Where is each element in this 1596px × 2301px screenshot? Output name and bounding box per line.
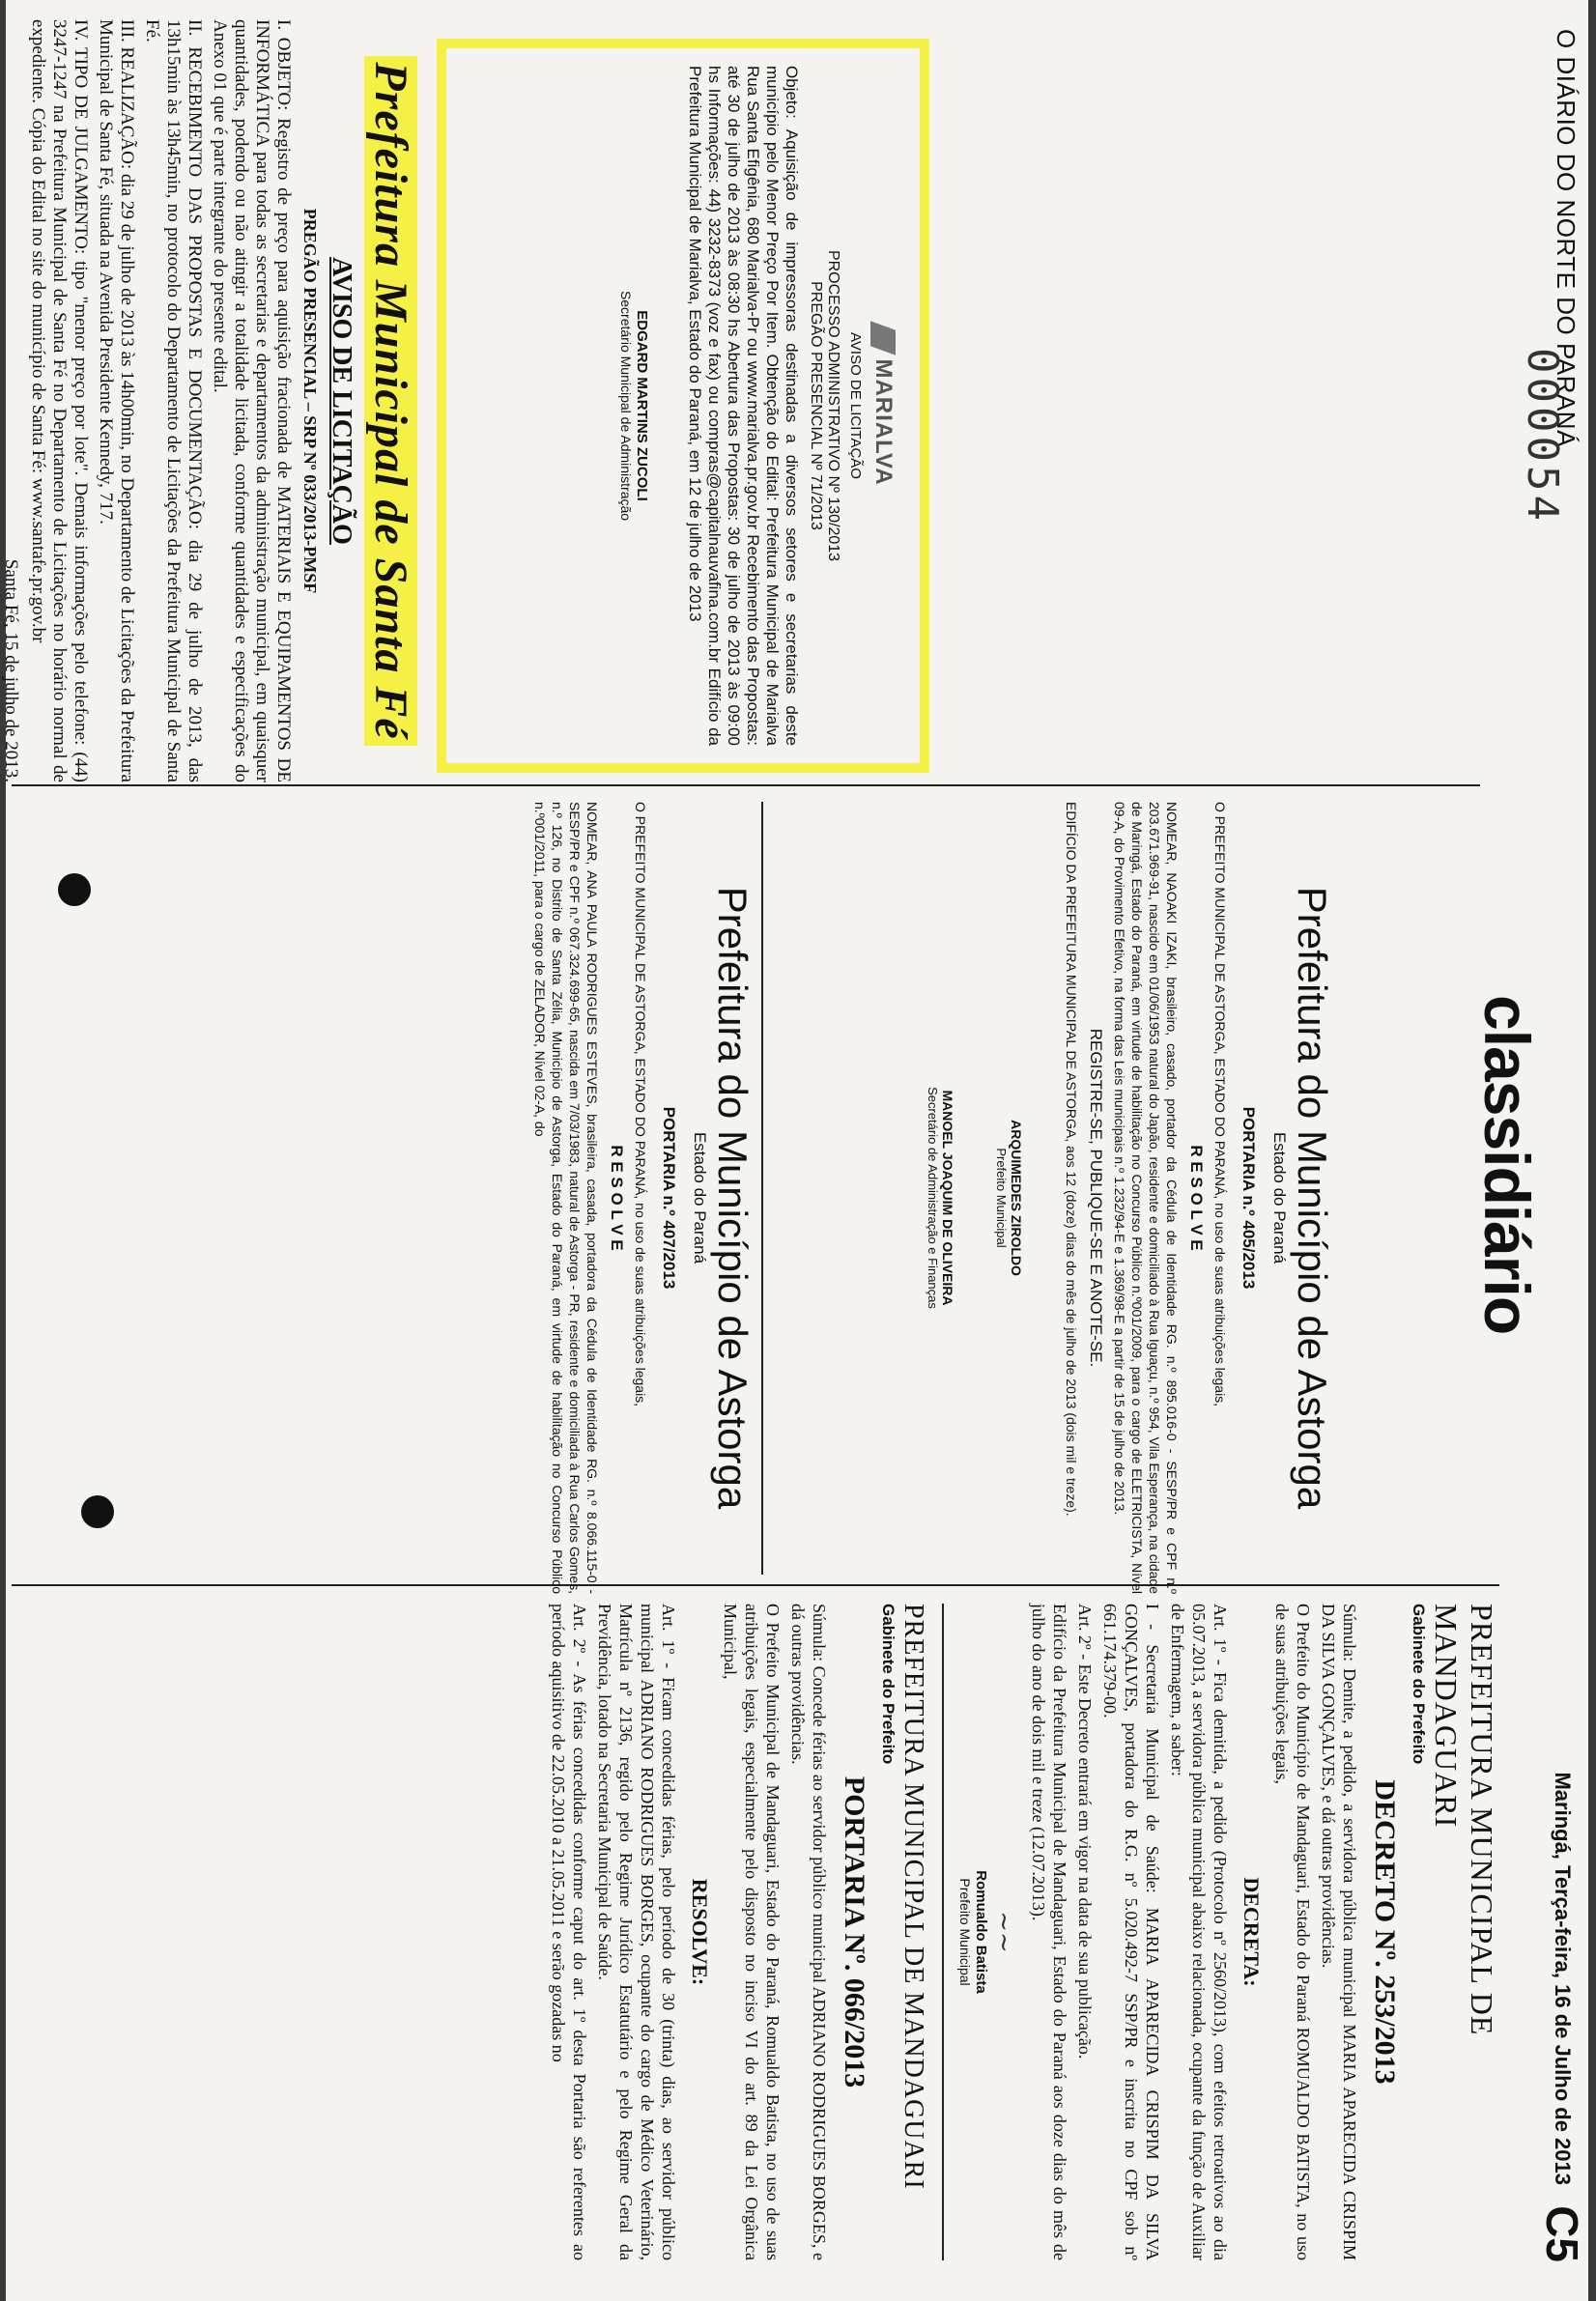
decreto-intro: O Prefeito do Município de Mandaguari, Estado do Paraná ROMUALDO BATISTA, no uso de suas atribuições legais, (1272, 1604, 1313, 2260)
santa-fe-date: Santa Fé, 15 de julho de 2013. (1, 558, 21, 782)
astorga-resolve: R E S O L V E (1187, 1145, 1206, 1251)
astorga-portaria: PORTARIA n.º 405/2013 (1240, 1106, 1258, 1290)
decreta-heading: DECRETA: (1240, 1877, 1264, 1987)
page-code: C5 (1537, 2205, 1587, 2262)
astorga-resolve: R E S O L V E (608, 1145, 626, 1251)
decreto-title: DECRETO Nº. 253/2013 (1369, 1779, 1401, 2085)
astorga-signer-1: ARQUIMEDES ZIROLDO (1009, 1120, 1024, 1276)
santa-fe-paragraph: IV. TIPO DE JULGAMENTO: tipo "menor preço por lote". Demais informações pelo telefone: (44) 3247-1247 na Prefeitura Municipal de Santa Fé no Departamento de Licitações no horário normal de expediente. Cópia do Edital no site do município de Santa Fé: www.santafe.pr.gov.br (28, 19, 91, 782)
mandaguari-signer-role: Prefeito Municipal (957, 1878, 973, 1986)
marialva-logo-icon (870, 322, 896, 355)
mandaguari-signature: ~~ (989, 1911, 1018, 1953)
punch-hole (58, 873, 91, 906)
santa-fe-pregao: PREGÃO PRESENCIAL – SRP Nº 033/2013-PMSF (300, 208, 320, 594)
portaria-sumula: Súmula: Concede férias ao servidor público municipal ADRIANO RODRIGUES BORGES, e dá outras providências. (788, 1604, 829, 2260)
astorga-closing: EDIFÍCIO DA PREFEITURA MUNICIPAL DE ASTORGA, aos 12 (doze) dias do mês de julho de 2013 (dois mil e treze). (1064, 802, 1079, 1517)
portaria-art2: Art. 2º - As férias concedidas conforme caput do art. 1º desta Portaria são referentes ao período aquisitivo de 22.05.2010 a 21.05.2011 e serão gozadas no (549, 1604, 589, 2260)
astorga-intro: O PREFEITO MUNICIPAL DE ASTORGA, ESTADO DO PARANÁ, no uso de suas atribuições legais, (1212, 802, 1228, 1407)
marialva-notice-title: AVISO DE LICITAÇÃO (847, 332, 864, 479)
decreto-closing: Edifício da Prefeitura Municipal de Mandaguari, Estado do Paraná aos doze dias do mês de julho do ano de dois mil e treze (12.07.2013). (1029, 1604, 1069, 2260)
astorga-portaria-405 (765, 802, 1335, 1594)
astorga-signer-2: MANOEL JOAQUIM DE OLIVEIRA (940, 1090, 955, 1306)
marialva-body: Objeto: Aquisição de impressoras destinadas a diversos setores e secretarias deste município pelo Menor Preço Por Item. Obtenção do Edital: Prefeitura Municipal de Marialva Rua Santa Efigênia, 680 Marialva-Pr ou www.marialva.pr.gov.br Recebimento das Propostas: até 30 de julho de 2013 às 08:30 hs Abertura das Propostas: 30 de julho de 2013 às 09:00 hs Informações: 44) 3232-8373 (voz e fax) ou compras@capitalnauvafina.com.br Edifício da Prefeitura Municipal de Marialva, Estado do Paraná, em 12 de julho de 2013 (686, 66, 801, 746)
astorga-state: Estado do Paraná (1270, 1131, 1289, 1264)
astorga-signer-2-role: Secretário de Administração e Finanças (926, 1087, 940, 1309)
decreto-art2: Art. 2º - Este Decreto entrará em vigor na data de sua publicação. (1075, 1604, 1095, 2060)
page-stamp: 000054 (1518, 348, 1567, 525)
santa-fe-paragraph: II. RECEBIMENTO DAS PROPOSTAS E DOCUMENTAÇÃO: dia 29 de julho de 2013, das 13h15min às 13h45min, no protocolo do Departamento de Licitações da Prefeitura Municipal de Santa Fé. (142, 19, 205, 782)
decreto-art1-item: I - Secretaria Municipal de Saúde: MARIA APARECIDA CRISPIM DA SILVA GONÇALVES, portadora do R.G. nº 5.020.492-7 SSP/PR e inscrita no CPF sob nº 661.174.379-00. (1100, 1604, 1162, 2260)
column-divider (12, 784, 1480, 786)
marialva-logo (869, 66, 897, 746)
resolve-heading: RESOLVE: (688, 1878, 712, 1986)
dateline: Maringá, Terça-feira, 16 de Julho de 2013 (1551, 1772, 1575, 2185)
mandaguari-subtitle: Gabinete do Prefeito (1410, 1604, 1428, 1765)
santa-fe-notice (1, 19, 417, 782)
santa-fe-paragraph: III. REALIZAÇÃO: dia 29 de julho de 2013 às 14h00min, no Departamento de Licitações da Prefeitura Municipal de Santa Fé, situada na Avenida Presidente Kennedy, 717. (96, 19, 137, 782)
decreto-art1: Art. 1º - Fica demitida, a pedido (Protocolo nº 2560/2013), com efeitos retroativos ao dia 05.07.2013, a servidora pública municipal abaixo relacionada, ocupante da função de Auxiliar de Enfermagem, a saber: (1168, 1604, 1230, 2260)
marialva-notice (437, 39, 929, 773)
astorga-body: NOMEAR, NAOAKI IZAKI, brasileiro, casado, portador da Cédula de Identidade RG. n.º 895.016-0 - SESP/PR e CPF n.º 203.671.969-91, nascido em 01/06/1953 natural do Japão, residente e domiciliado à Rua Iguaçu, n.º 954, Vila Esperança, na cidade de Maringá, Estado do Paraná, em virtude de habilitação no Concurso Público n.º001/2009, para o cargo de ELETRICISTA, Nível 09-A, do Provimento Efetivo, na forma das Leis municipais n.º 1.232/94-E e 1.369/98-E a partir de 15 de julho de 2013. (1112, 802, 1180, 1594)
punch-hole (81, 1495, 114, 1528)
astorga-title: Prefeitura do Município de Astorga (1290, 886, 1335, 1510)
astorga-portaria-407 (12, 802, 755, 1594)
santa-fe-paragraph: I. OBJETO: Registro de preço para aquisição fracionada de MATERIAIS E EQUIPAMENTOS DE INFORMÁTICA para todas as secretarias e departamentos da administração municipal, em quaisquer quantidades, podendo ou não atingir a totalidade licitada, conforme quantidades e especificações do Anexo 01 que é parte integrante do presente edital. (210, 19, 294, 782)
decreto-sumula: Súmula: Demite, a pedido, a servidora pública municipal MARIA APARECIDA CRISPIM DA SILVA GONÇALVES, e dá outras providências. (1319, 1604, 1359, 2260)
astorga-state: Estado do Paraná (691, 1131, 709, 1264)
santa-fe-notice-title: AVISO DE LICITAÇÃO (327, 257, 356, 545)
mandaguari-title-2: PREFEITURA MUNICIPAL DE MANDAGUARI (898, 1604, 928, 2190)
mandaguari-title: PREFEITURA MUNICIPAL DE MANDAGUARI (1429, 1604, 1499, 2036)
astorga-signer-1-role: Prefeito Municipal (994, 1148, 1009, 1248)
marialva-pregao: PREGÃO PRESENCIAL Nº 71/2013 (808, 281, 824, 530)
section-brand: classidiário (1471, 995, 1543, 1335)
marialva-logo-text: MARIALVA (870, 358, 897, 486)
section-divider (761, 802, 763, 1575)
astorga-title: Prefeitura do Município de Astorga (710, 886, 755, 1510)
section-divider (942, 1604, 944, 2260)
marialva-signer-role: Secretário Municipal de Administração (618, 290, 634, 522)
mandaguari-subtitle-2: Gabinete do Prefeito (879, 1604, 898, 1765)
marialva-signer: EDGARD MARTINS ZUCOLI (634, 310, 650, 501)
mandaguari-notices (12, 1604, 1499, 2260)
marialva-process: PROCESSO ADMINISTRATIVO Nº 130/2013 (825, 249, 841, 562)
santa-fe-title: Prefeitura Municipal de Santa Fé (364, 56, 417, 745)
portaria-title: PORTARIA Nº. 066/2013 (839, 1775, 870, 2088)
astorga-publish: REGISTRE-SE, PUBLIQUE-SE E ANOTE-SE. (1087, 1028, 1105, 1368)
newspaper-name: O DIÁRIO DO NORTE DO PARANÁ (1552, 29, 1581, 447)
portaria-intro: O Prefeito Municipal de Mandaguari, Estado do Paraná, Romualdo Batista, no uso de suas atribuições legais, especialmente pelo disposto no inciso VI do art. 89 da Lei Orgânica Municipal, (721, 1604, 783, 2260)
portaria-art1: Art. 1º - Ficam concedidas férias, pelo período de 30 (trinta) dias, ao servidor público municipal ADRIANO RODRIGUES BORGES, ocupante do cargo de Médico Veterinário, Matrícula nº 2136, regido pelo Regime Jurídico Estatutário e pelo Regime Geral da Previdência, lotado na Secretaria Municipal de Saúde. (595, 1604, 678, 2260)
mandaguari-signer: Romualdo Batista (973, 1870, 989, 1994)
astorga-intro: O PREFEITO MUNICIPAL DE ASTORGA, ESTADO DO PARANÁ, no uso de suas atribuições legais, (633, 802, 648, 1407)
astorga-body: NOMEAR, ANA PAULA RODRIGUES ESTEVES, brasileira, casada, portadora da Cédula de Identidade RG. n.º 8.066.115-0 -SESP/PR e CPF n.º 067.324.699-65, nascida em 7/03/1983, natural de Astorga - PR, residente e domiciliada à Rua Carlos Gomes, n.º 126, no Distrito de Santa Zélia, Município de Astorga, Estado do Paraná, em virtude de habilitação no Concurso Público n.º001/2011, para o cargo de ZELADOR, Nível 02-A, do (532, 802, 600, 1594)
astorga-portaria: PORTARIA n.º 407/2013 (660, 1106, 678, 1290)
